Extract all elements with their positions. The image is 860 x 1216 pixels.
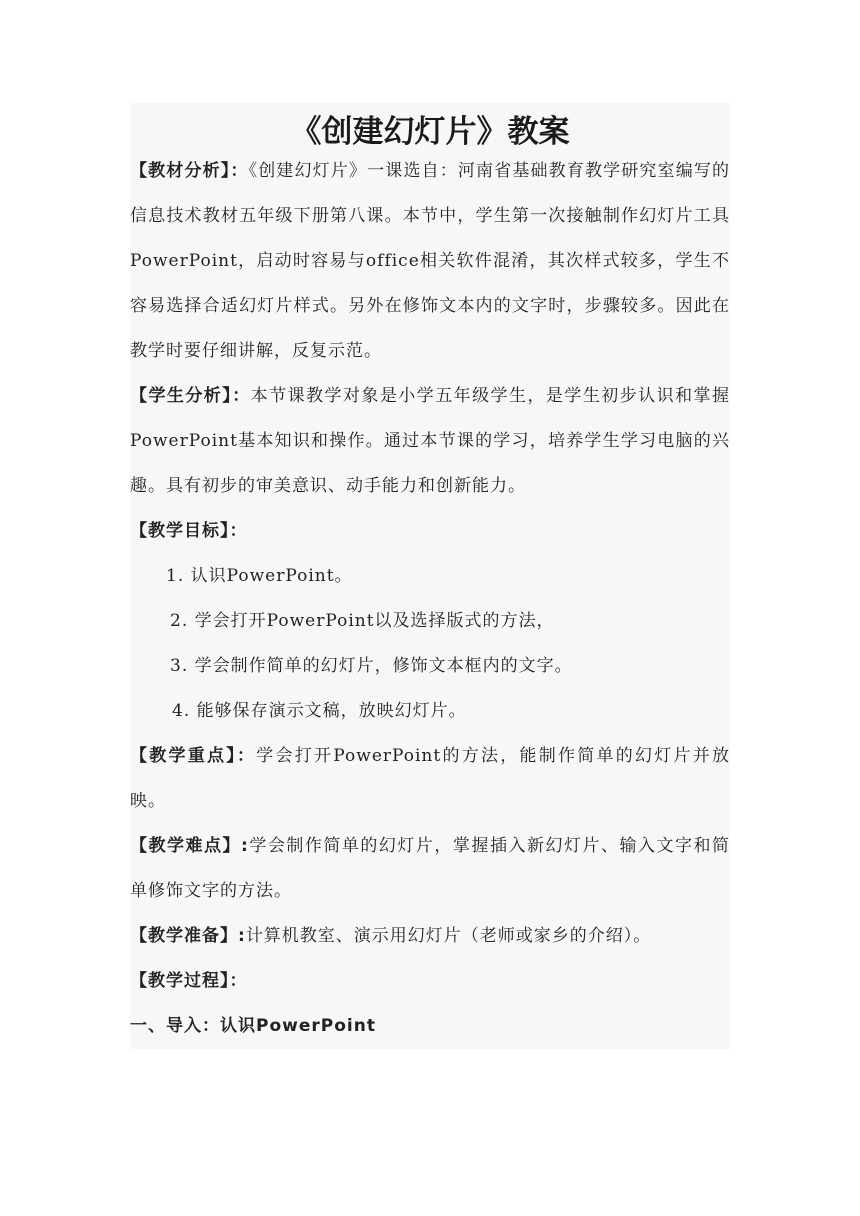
preparation-paragraph bbox=[130, 914, 730, 959]
preparation-sep: : bbox=[238, 926, 246, 946]
key-points-paragraph bbox=[130, 734, 730, 824]
material-analysis-text: 《创建幻灯片》一课选自：河南省基础教育教学研究室编写的信息技术教材五年级下册第八课。本节中，学生第一次接触制作幻灯片工具PowerPoint，启动时容易与office相关软件混淆，其次样式较多，学生不容易选择合适幻灯片样式。另外在修饰文本内的文字时，步骤较多。因此在教学时要仔细讲解，反复示范。 bbox=[130, 161, 731, 361]
material-analysis-paragraph bbox=[130, 149, 730, 374]
document-body bbox=[130, 103, 730, 1049]
key-points-sep: ： bbox=[237, 746, 257, 766]
material-analysis-label: 【教材分析】 bbox=[130, 161, 231, 181]
key-points-label: 【教学重点】 bbox=[130, 746, 238, 766]
process-label: 【教学过程】 bbox=[130, 971, 230, 991]
objective-item: 1. 认识PowerPoint。 bbox=[166, 566, 353, 586]
objectives-sep: ： bbox=[229, 521, 248, 541]
student-analysis-paragraph bbox=[130, 374, 730, 509]
objective-item: 2. 学会打开PowerPoint以及选择版式的方法， bbox=[170, 611, 555, 631]
objectives-label: 【教学目标】 bbox=[130, 521, 230, 541]
process-sep: ： bbox=[229, 971, 248, 991]
preparation-text: 计算机教室、演示用幻灯片（老师或家乡的介绍）。 bbox=[245, 926, 652, 946]
document-content bbox=[130, 149, 730, 1049]
difficulties-sep: : bbox=[241, 836, 249, 856]
difficulties-text: 学会制作简单的幻灯片，掌握插入新幻灯片、输入文字和简单修饰文字的方法。 bbox=[130, 836, 731, 901]
student-analysis-text: 本节课教学对象是小学五年级学生，是学生初步认识和掌握PowerPoint基本知识和操作。通过本节课的学习，培养学生学习电脑的兴趣。具有初步的审美意识、动手能力和创新能力。 bbox=[130, 386, 730, 496]
document-title: 《创建幻灯片》教案 bbox=[290, 114, 570, 150]
process-step-heading: 一、导入：认识PowerPoint bbox=[130, 1016, 376, 1036]
student-analysis-sep: ： bbox=[232, 386, 251, 406]
student-analysis-label: 【学生分析】 bbox=[130, 386, 233, 406]
key-points-text: 学会打开PowerPoint的方法，能制作简单的幻灯片并放映。 bbox=[130, 746, 731, 811]
difficulties-label: 【教学难点】 bbox=[130, 836, 242, 856]
objectives-heading bbox=[130, 509, 730, 554]
process-heading bbox=[130, 959, 730, 1004]
objective-item: 4. 能够保存演示文稿，放映幻灯片。 bbox=[172, 701, 467, 721]
material-analysis-sep: ： bbox=[230, 161, 249, 181]
preparation-label: 【教学准备】 bbox=[130, 926, 238, 946]
difficulties-paragraph bbox=[130, 824, 730, 914]
objective-item: 3. 学会制作简单的幻灯片，修饰文本框内的文字。 bbox=[170, 656, 573, 676]
